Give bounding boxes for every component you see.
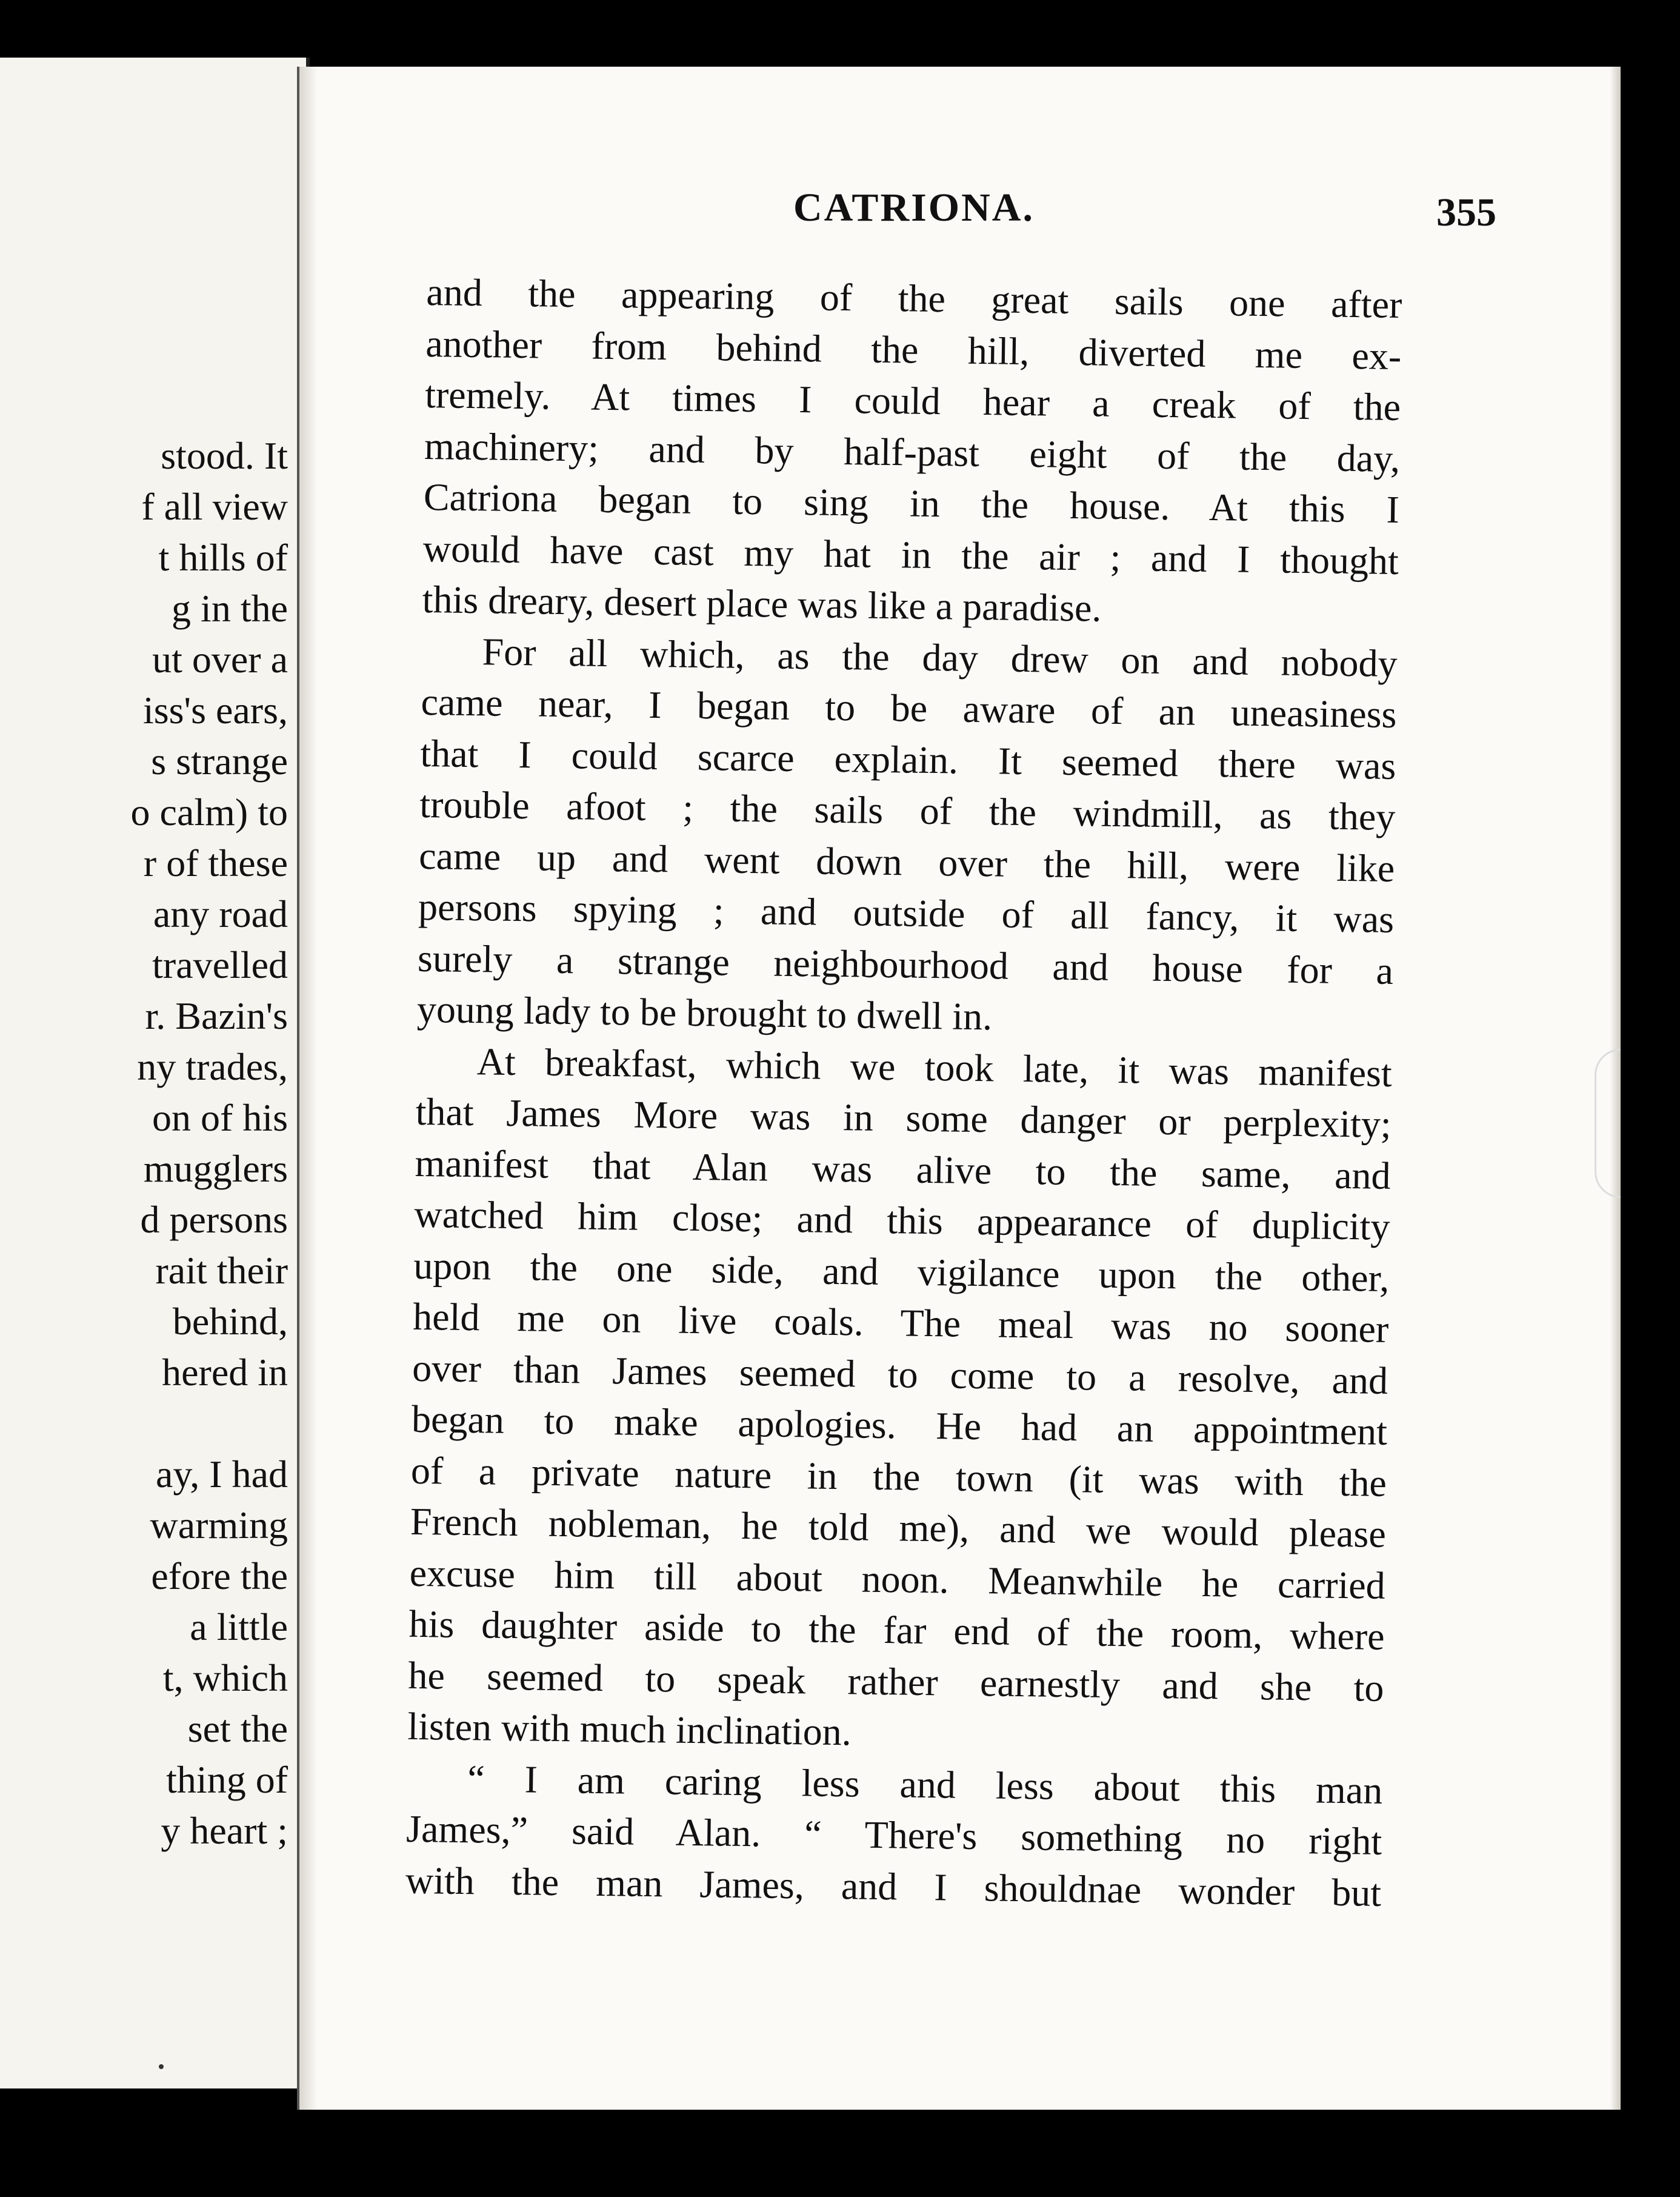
text-line: came up and went down over the hill, were like	[418, 834, 1395, 890]
text-line: tremely. At times I could hear a creak of the	[424, 372, 1401, 429]
facing-page-line: thing of	[166, 1758, 288, 1801]
facing-page-line: any road	[153, 892, 288, 935]
text-line: young lady to be brought to dwell in.	[416, 987, 993, 1038]
facing-page-line: a little	[190, 1605, 288, 1648]
facing-page-line: ay, I had	[156, 1453, 288, 1496]
facing-page-line: iss's ears,	[142, 689, 288, 732]
text-line: Catriona began to sing in the house. At this I	[423, 475, 1400, 532]
text-line: held me on live coals. The meal was no sooner	[412, 1294, 1389, 1351]
text-line: another from behind the hill, diverted me ex-	[425, 321, 1402, 378]
page-curl	[1595, 1049, 1621, 1198]
facing-page-line: y heart ;	[161, 1809, 288, 1852]
text-line: watched him close; and this appearance of duplicity	[414, 1192, 1390, 1248]
facing-page-line: on of his	[152, 1096, 288, 1139]
facing-page-line	[131, 1398, 288, 1449]
facing-page-line: mugglers	[143, 1147, 288, 1190]
text-line: At breakfast, which we took late, it was manifest	[476, 1039, 1393, 1095]
facing-page-line: efore the	[151, 1554, 288, 1597]
facing-page-line: travelled	[152, 943, 288, 986]
text-line: over than James seemed to come to a resolve, and	[412, 1346, 1388, 1402]
text-line: that I could scarce explain. It seemed there was	[420, 731, 1396, 788]
facing-page-line: warming	[150, 1503, 288, 1547]
text-line: surely a strange neighbourhood and house for a	[417, 936, 1394, 992]
book-page	[297, 67, 1621, 2110]
facing-page-text	[131, 430, 288, 1856]
facing-page-line: d persons	[140, 1198, 288, 1241]
facing-page-line: hered in	[162, 1351, 288, 1394]
text-line: French nobleman, he told me), and we would please	[410, 1499, 1387, 1556]
text-line: of a private nature in the town (it was with the	[410, 1448, 1387, 1505]
text-line: persons spying ; and outside of all fancy, it was	[418, 884, 1395, 941]
facing-page	[0, 58, 310, 2088]
text-line: this dreary, desert place was like a paradise.	[422, 577, 1102, 630]
text-line: came near, I began to be aware of an uneasiness	[421, 680, 1397, 737]
running-title: CATRIONA.	[793, 186, 1035, 230]
text-line: and the appearing of the great sails one after	[425, 270, 1402, 327]
text-line: his daughter aside to the far end of the room, where	[408, 1602, 1385, 1658]
text-line: with the man James, and I shouldnae wonder but	[405, 1858, 1382, 1914]
page-gutter-shadow	[299, 67, 318, 2110]
facing-page-line: ut over a	[152, 638, 288, 681]
facing-page-line: o calm) to	[130, 791, 288, 834]
facing-page-line: r of these	[143, 841, 288, 884]
text-line: James,” said Alan. “ There's something no right	[405, 1807, 1382, 1863]
facing-page-line: rait their	[155, 1249, 288, 1292]
facing-page-line: ny trades,	[137, 1045, 288, 1088]
facing-page-line: g in the	[172, 587, 288, 630]
text-line: manifest that Alan was alive to the same, and	[415, 1141, 1391, 1197]
text-line: machinery; and by half-past eight of the day,	[424, 424, 1401, 480]
facing-page-line: behind,	[172, 1300, 288, 1343]
text-line: that James More was in some danger or perplexity;	[415, 1089, 1392, 1146]
facing-page-line: t hills of	[158, 536, 288, 579]
running-head	[299, 185, 1621, 239]
text-line: would have cast my hat in the air ; and I thought	[422, 526, 1399, 583]
page-body	[405, 267, 1402, 1919]
text-line: “ I am caring less and less about this man	[467, 1756, 1383, 1812]
facing-page-line: stood. It	[161, 434, 288, 477]
text-line: For all which, as the day drew on and nobody	[482, 629, 1398, 685]
facing-page-mark	[159, 2064, 164, 2069]
text-line: trouble afoot ; the sails of the windmill, as they	[419, 782, 1396, 838]
text-line: excuse him till about noon. Meanwhile he carried	[409, 1551, 1386, 1607]
text-line: upon the one side, and vigilance upon the other,	[413, 1243, 1390, 1300]
page-number: 355	[1436, 190, 1496, 235]
text-line: began to make apologies. He had an appointment	[411, 1397, 1388, 1453]
facing-page-line: r. Bazin's	[145, 994, 288, 1037]
facing-page-line: set the	[187, 1707, 288, 1750]
facing-page-line: f all view	[141, 485, 288, 528]
facing-page-line: t, which	[162, 1656, 288, 1699]
text-line: he seemed to speak rather earnestly and she to	[408, 1653, 1384, 1710]
facing-page-line: s strange	[151, 740, 288, 783]
text-line: listen with much inclination.	[407, 1704, 852, 1754]
